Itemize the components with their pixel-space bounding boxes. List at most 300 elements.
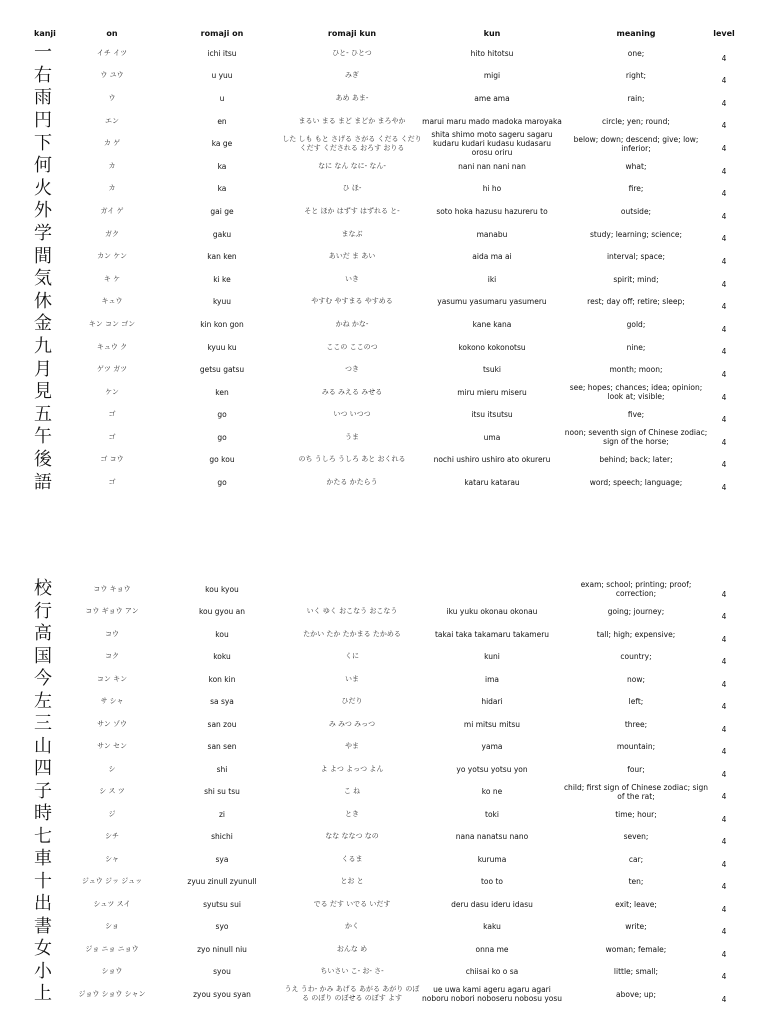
level-cell: 4 [721, 256, 727, 266]
kanji-cell: 出 [34, 893, 52, 915]
romaji-on-cell: en [217, 116, 227, 126]
romaji-on-cell: go kou [209, 455, 235, 465]
on-reading-cell: サン ゾウ [97, 719, 127, 728]
table-row [0, 223, 768, 246]
romaji-kun-cell: いく ゆく おこなう おこなう [306, 607, 398, 616]
romaji-on-cell: zyo ninull niu [197, 944, 247, 954]
kanji-table-1 [0, 42, 768, 494]
meaning-cell: left; [628, 697, 644, 707]
table-row [0, 893, 768, 916]
kanji-cell: 七 [34, 825, 52, 847]
kanji-cell: 山 [34, 735, 52, 757]
table-row [0, 916, 768, 939]
kun-cell: kataru katarau [464, 478, 520, 488]
kanji-cell: 書 [34, 915, 52, 937]
romaji-kun-cell: とき [345, 809, 359, 818]
on-reading-cell: シャ [105, 854, 119, 863]
table-row [0, 200, 768, 223]
meaning-cell: five; [627, 410, 645, 420]
meaning-cell: word; speech; language; [589, 478, 683, 488]
kun-cell: soto hoka hazusu hazureru to [436, 206, 548, 216]
meaning-cell: noon; seventh sign of Chinese zodiac; sign of the horse; [564, 428, 708, 447]
kun-cell: iku yuku okonau okonau [446, 607, 538, 617]
kanji-cell: 上 [34, 983, 52, 1005]
level-cell: 4 [721, 143, 727, 153]
romaji-on-cell: ki ke [213, 274, 231, 284]
romaji-kun-cell: ひだり [341, 697, 363, 706]
level-cell: 4 [721, 792, 727, 801]
table-row [0, 404, 768, 427]
on-reading-cell: ガイ ゲ [100, 206, 124, 215]
kanji-cell: 十 [34, 870, 52, 892]
level-cell: 4 [721, 882, 727, 891]
romaji-on-cell: syo [215, 922, 229, 932]
romaji-on-cell: ka ge [211, 139, 233, 149]
meaning-cell: nine; [626, 342, 646, 352]
column-header-row [0, 29, 768, 41]
table-row [0, 87, 768, 110]
meaning-cell: car; [628, 854, 644, 864]
on-reading-cell: シュツ スイ [93, 899, 131, 908]
romaji-kun-cell: なな ななつ なの [325, 832, 379, 841]
romaji-on-cell: go [217, 478, 227, 488]
kun-cell: yo yotsu yotsu yon [456, 764, 528, 774]
romaji-kun-cell: やま [345, 742, 359, 751]
kun-cell: toki [485, 809, 499, 819]
kun-cell: marui maru mado madoka maroyaka [422, 116, 562, 126]
meaning-cell: gold; [626, 319, 646, 329]
kanji-cell: 気 [34, 268, 52, 290]
kun-cell: ima [485, 674, 499, 684]
table-row [0, 313, 768, 336]
table-row [0, 938, 768, 961]
kanji-cell: 外 [34, 200, 52, 222]
meaning-cell: what; [625, 161, 647, 171]
romaji-kun-cell: み みつ みっつ [328, 719, 376, 728]
on-reading-cell: ジュウ ジッ ジュッ [81, 877, 143, 886]
meaning-cell: circle; yen; round; [602, 116, 670, 126]
romaji-on-cell: syutsu sui [203, 899, 241, 909]
meaning-cell: write; [625, 922, 647, 932]
level-cell: 4 [721, 98, 727, 108]
kanji-cell: 火 [34, 177, 52, 199]
romaji-kun-cell: のち うしろ うしろ あと おくれる [298, 455, 406, 464]
romaji-on-cell: kyuu [212, 297, 232, 307]
romaji-kun-cell: なに なん なに- なん- [318, 161, 386, 170]
romaji-kun-cell: かね かな- [335, 319, 369, 328]
level-cell: 4 [721, 437, 727, 447]
table-row [0, 803, 768, 826]
table-row [0, 471, 768, 494]
romaji-on-cell: zyuu zinull zyunull [187, 877, 257, 887]
romaji-kun-cell: こ ね [343, 787, 361, 796]
level-cell: 4 [721, 679, 727, 689]
on-reading-cell: ショウ [101, 967, 123, 976]
romaji-on-cell: ka [217, 161, 227, 171]
kanji-cell: 語 [34, 471, 52, 493]
romaji-kun-cell: あいだ ま あい [328, 252, 376, 261]
table-row [0, 646, 768, 669]
header-meaning: meaning [616, 29, 656, 38]
romaji-kun-cell: くに [345, 652, 359, 661]
kanji-cell: 午 [34, 426, 52, 448]
on-reading-cell: サン セン [97, 742, 127, 751]
meaning-cell: going; journey; [607, 607, 665, 617]
on-reading-cell: シ ス ツ [99, 787, 125, 796]
table-row [0, 623, 768, 646]
on-reading-cell: ゴ コウ [100, 455, 124, 464]
table-row [0, 826, 768, 849]
romaji-kun-cell: いき [345, 274, 359, 283]
romaji-on-cell: sya [215, 854, 229, 864]
table-row [0, 713, 768, 736]
table-row [0, 578, 768, 601]
kanji-cell: 五 [34, 403, 52, 425]
kun-cell: deru dasu ideru idasu [451, 899, 533, 909]
on-reading-cell: ジョウ ショウ シャン [78, 989, 146, 998]
table-row [0, 449, 768, 472]
level-cell: 4 [721, 392, 727, 402]
table-row [0, 381, 768, 404]
table-row [0, 983, 768, 1006]
on-reading-cell: キュウ [101, 297, 123, 306]
table-row [0, 178, 768, 201]
kanji-cell: 後 [34, 448, 52, 470]
kun-cell: yama [481, 742, 503, 752]
meaning-cell: fire; [628, 184, 644, 194]
kun-cell: nani nan nani nan [458, 161, 526, 171]
on-reading-cell: シ [108, 764, 116, 773]
kanji-cell: 何 [34, 155, 52, 177]
level-cell: 4 [721, 482, 727, 492]
on-reading-cell: キ ケ [103, 274, 121, 283]
meaning-cell: woman; female; [605, 944, 667, 954]
level-cell: 4 [721, 927, 727, 936]
kanji-cell: 高 [34, 623, 52, 645]
on-reading-cell: ケン [105, 387, 119, 396]
header-kanji: kanji [34, 29, 56, 38]
romaji-kun-cell: かく [345, 922, 359, 931]
meaning-cell: little; small; [613, 967, 659, 977]
kanji-table-2 [0, 578, 768, 1006]
level-cell: 4 [721, 279, 727, 289]
meaning-cell: month; moon; [609, 365, 663, 375]
kun-cell: nana nanatsu nano [455, 832, 529, 842]
kanji-cell: 学 [34, 223, 52, 245]
on-reading-cell: ジ [108, 809, 116, 818]
meaning-cell: ten; [628, 877, 644, 887]
meaning-cell: three; [624, 719, 648, 729]
kun-cell: takai taka takamaru takameru [434, 629, 550, 639]
kun-cell: iki [487, 274, 497, 284]
kanji-cell: 雨 [34, 87, 52, 109]
kanji-cell: 下 [34, 132, 52, 154]
romaji-on-cell: syou [213, 967, 231, 977]
romaji-on-cell: zyou syou syan [193, 989, 251, 999]
romaji-on-cell: gaku [212, 229, 232, 239]
romaji-kun-cell: そと ほか はずす はずれる と- [304, 206, 400, 215]
on-reading-cell: エン [105, 116, 119, 125]
level-cell: 4 [721, 166, 727, 176]
level-cell: 4 [721, 189, 727, 199]
level-cell: 4 [721, 234, 727, 244]
romaji-on-cell: zi [218, 809, 226, 819]
table-row [0, 155, 768, 178]
on-reading-cell: キュウ ク [96, 342, 128, 351]
meaning-cell: right; [625, 71, 647, 81]
on-reading-cell: コウ [105, 629, 119, 638]
on-reading-cell: サ シャ [100, 697, 124, 706]
kun-cell: nochi ushiro ushiro ato okureru [433, 455, 551, 465]
kanji-cell: 子 [34, 780, 52, 802]
kanji-cell: 一 [34, 42, 52, 64]
romaji-kun-cell: あめ あま- [335, 93, 369, 102]
romaji-on-cell: u yuu [211, 71, 233, 81]
kun-cell: kaku [483, 922, 501, 932]
meaning-cell: behind; back; later; [599, 455, 673, 465]
romaji-kun-cell: いま [345, 674, 359, 683]
romaji-on-cell: koku [213, 652, 231, 662]
level-cell: 4 [721, 972, 727, 981]
romaji-kun-cell: ひ ほ- [342, 184, 362, 193]
kanji-cell: 国 [34, 645, 52, 667]
on-reading-cell: ゲツ ガツ [96, 365, 128, 374]
level-cell: 4 [721, 634, 727, 644]
kun-cell: uma [483, 432, 501, 442]
level-cell: 4 [721, 121, 727, 131]
romaji-on-cell: ken [215, 387, 229, 397]
kun-cell: mi mitsu mitsu [463, 719, 521, 729]
table-row [0, 245, 768, 268]
header-romaji-on: romaji on [200, 29, 244, 38]
romaji-kun-cell: まるい まる まど まどか まろやか [298, 116, 406, 125]
kun-cell: hidari [481, 697, 503, 707]
table-row [0, 291, 768, 314]
romaji-on-cell: go [217, 432, 227, 442]
romaji-on-cell: ichi itsu [207, 48, 237, 58]
meaning-cell: see; hopes; chances; idea; opinion; look at; visible; [569, 383, 703, 402]
on-reading-cell: コン キン [96, 674, 128, 683]
kun-cell: miru mieru miseru [457, 387, 527, 397]
kanji-cell: 間 [34, 245, 52, 267]
level-cell: 4 [721, 302, 727, 312]
on-reading-cell: ウ [108, 93, 116, 102]
level-cell: 4 [721, 657, 727, 666]
kanji-cell: 右 [34, 64, 52, 86]
romaji-on-cell: kou gyou an [198, 607, 246, 617]
kun-cell: manabu [476, 229, 508, 239]
kun-cell: hito hitotsu [470, 48, 514, 58]
romaji-kun-cell: おんな め [336, 944, 368, 953]
meaning-cell: rain; [627, 93, 645, 103]
table-row [0, 736, 768, 759]
meaning-cell: mountain; [616, 742, 656, 752]
on-reading-cell: シチ [105, 832, 119, 841]
level-cell: 4 [721, 994, 727, 1004]
level-cell: 4 [721, 369, 727, 379]
table-row [0, 336, 768, 359]
romaji-on-cell: gai ge [210, 206, 234, 216]
kanji-cell: 三 [34, 713, 52, 735]
romaji-kun-cell: うえ うわ- かみ あげる あがる あがり のぼる のぼり のぼせる のぼす よす [284, 985, 420, 1003]
romaji-kun-cell: いつ いつつ [333, 410, 371, 419]
romaji-on-cell: go [217, 410, 227, 420]
on-reading-cell: カン ケン [97, 252, 127, 261]
on-reading-cell: ジョ ニョ ニョウ [85, 944, 139, 953]
romaji-kun-cell: みる みえる みせる [321, 387, 383, 396]
meaning-cell: country; [620, 652, 652, 662]
level-cell: 4 [721, 76, 727, 86]
romaji-on-cell: kou kyou [205, 584, 239, 594]
table-row [0, 668, 768, 691]
kun-cell: hi ho [482, 184, 502, 194]
kanji-cell: 行 [34, 600, 52, 622]
level-cell: 4 [721, 612, 727, 621]
kun-cell: itsu itsutsu [471, 410, 513, 420]
table-row [0, 961, 768, 984]
on-reading-cell: ゴ [108, 432, 116, 441]
meaning-cell: interval; space; [606, 252, 666, 262]
meaning-cell: exit; leave; [615, 899, 657, 909]
header-on: on [106, 29, 118, 38]
kun-cell: onna me [475, 944, 509, 954]
kanji-cell: 休 [34, 290, 52, 312]
romaji-on-cell: kou [215, 629, 229, 639]
kun-cell: kuni [484, 652, 500, 662]
romaji-kun-cell [282, 578, 422, 601]
table-row [0, 65, 768, 88]
table-row [0, 110, 768, 133]
kanji-cell: 車 [34, 848, 52, 870]
romaji-kun-cell: やすむ やすまる やすめる [311, 297, 393, 306]
meaning-cell: tall; high; expensive; [596, 629, 676, 639]
romaji-on-cell: sa sya [210, 697, 234, 707]
table-row [0, 42, 768, 65]
level-cell: 4 [721, 859, 727, 869]
level-cell: 4 [721, 814, 727, 824]
romaji-on-cell: u [219, 93, 225, 103]
meaning-cell: child; first sign of Chinese zodiac; sign of the rat; [563, 782, 709, 801]
romaji-on-cell: kin kon gon [200, 319, 244, 329]
romaji-on-cell: shi [216, 764, 228, 774]
kanji-cell: 四 [34, 758, 52, 780]
kun-cell: yasumu yasumaru yasumeru [437, 297, 547, 307]
kun-cell: migi [483, 71, 501, 81]
kanji-cell: 九 [34, 336, 52, 358]
meaning-cell: seven; [623, 832, 649, 842]
romaji-on-cell: san zou [207, 719, 237, 729]
romaji-kun-cell: つき [345, 365, 359, 374]
romaji-kun-cell: かたる かたらう [326, 478, 378, 487]
on-reading-cell: コウ キョウ [93, 584, 131, 593]
romaji-kun-cell: よ よつ よっつ よん [320, 764, 384, 773]
level-cell: 4 [721, 211, 727, 221]
kun-cell: too to [480, 877, 504, 887]
kanji-cell: 時 [34, 803, 52, 825]
on-reading-cell: イチ イツ [96, 48, 128, 57]
meaning-cell: now; [626, 674, 645, 684]
kun-cell: aida ma ai [472, 252, 512, 262]
table-row [0, 848, 768, 871]
romaji-on-cell: kyuu ku [207, 342, 237, 352]
romaji-on-cell: getsu gatsu [199, 365, 245, 375]
header-kun: kun [483, 29, 501, 38]
level-cell: 4 [721, 324, 727, 334]
table-row [0, 758, 768, 781]
romaji-kun-cell: した しも もと さげる さがる くだる くだり くだす くだされる おろす おりる [282, 134, 422, 152]
on-reading-cell: ウ ユウ [100, 71, 124, 80]
romaji-kun-cell: うま [345, 432, 359, 441]
on-reading-cell: ゴ [108, 410, 116, 419]
romaji-kun-cell: まなぶ [341, 229, 363, 238]
on-reading-cell: カ [108, 184, 116, 193]
kun-cell: tsuki [482, 365, 502, 375]
table-row [0, 691, 768, 714]
kanji-cell: 左 [34, 690, 52, 712]
level-cell: 4 [721, 460, 727, 470]
on-reading-cell: コク [105, 652, 119, 661]
header-romaji-kun: romaji kun [327, 29, 377, 38]
meaning-cell: below; down; descend; give; low; inferior; [573, 134, 699, 153]
level-cell: 4 [721, 747, 727, 756]
meaning-cell: outside; [620, 206, 652, 216]
level-cell: 4 [721, 904, 727, 914]
kun-cell: kane kana [472, 319, 512, 329]
meaning-cell: rest; day off; retire; sleep; [587, 297, 685, 307]
romaji-kun-cell: ひと- ひとつ [332, 48, 372, 57]
on-reading-cell: キン コン ゴン [88, 319, 136, 328]
level-cell: 4 [721, 53, 727, 63]
romaji-kun-cell: ちいさい こ- お- さ- [320, 967, 384, 976]
kanji-cell: 月 [34, 358, 52, 380]
romaji-kun-cell: たかい たか たかまる たかめる [303, 629, 401, 638]
level-cell: 4 [721, 702, 727, 711]
kun-cell: chiisai ko o sa [465, 967, 519, 977]
kun-cell: ame ama [474, 93, 510, 103]
meaning-cell: study; learning; science; [590, 229, 682, 239]
kun-cell: shita shimo moto sageru sagaru kudaru kudari kudasu kudasaru orosu oriru [431, 130, 553, 158]
romaji-on-cell: ka [217, 184, 227, 194]
kanji-cell: 女 [34, 938, 52, 960]
level-cell: 4 [721, 415, 727, 425]
table-row [0, 871, 768, 894]
on-reading-cell: ガク [105, 229, 119, 238]
romaji-on-cell: san sen [207, 742, 237, 752]
meaning-cell: four; [627, 764, 645, 774]
kun-cell: ko ne [481, 787, 503, 797]
meaning-cell: exam; school; printing; proof; correction; [580, 580, 692, 599]
level-cell: 4 [721, 589, 727, 599]
meaning-cell: above; up; [616, 989, 656, 999]
romaji-kun-cell: とお と [340, 877, 364, 886]
table-row [0, 601, 768, 624]
table-row [0, 358, 768, 381]
meaning-cell: spirit; mind; [613, 274, 659, 284]
on-reading-cell: ショ [105, 922, 119, 931]
table-row [0, 426, 768, 449]
romaji-on-cell: kon kin [208, 674, 236, 684]
kanji-cell: 校 [34, 578, 52, 600]
table-row [0, 781, 768, 804]
kun-cell [422, 578, 562, 601]
romaji-kun-cell: でる だす いでる いだす [313, 899, 391, 908]
kun-cell: kokono kokonotsu [458, 342, 526, 352]
meaning-cell: time; hour; [615, 809, 657, 819]
kanji-cell: 今 [34, 668, 52, 690]
on-reading-cell: カ ゲ [103, 139, 121, 148]
kanji-cell: 金 [34, 313, 52, 335]
kun-cell: ue uwa kami ageru agaru agari noboru nobori noboseru nobosu yosu [422, 985, 563, 1004]
